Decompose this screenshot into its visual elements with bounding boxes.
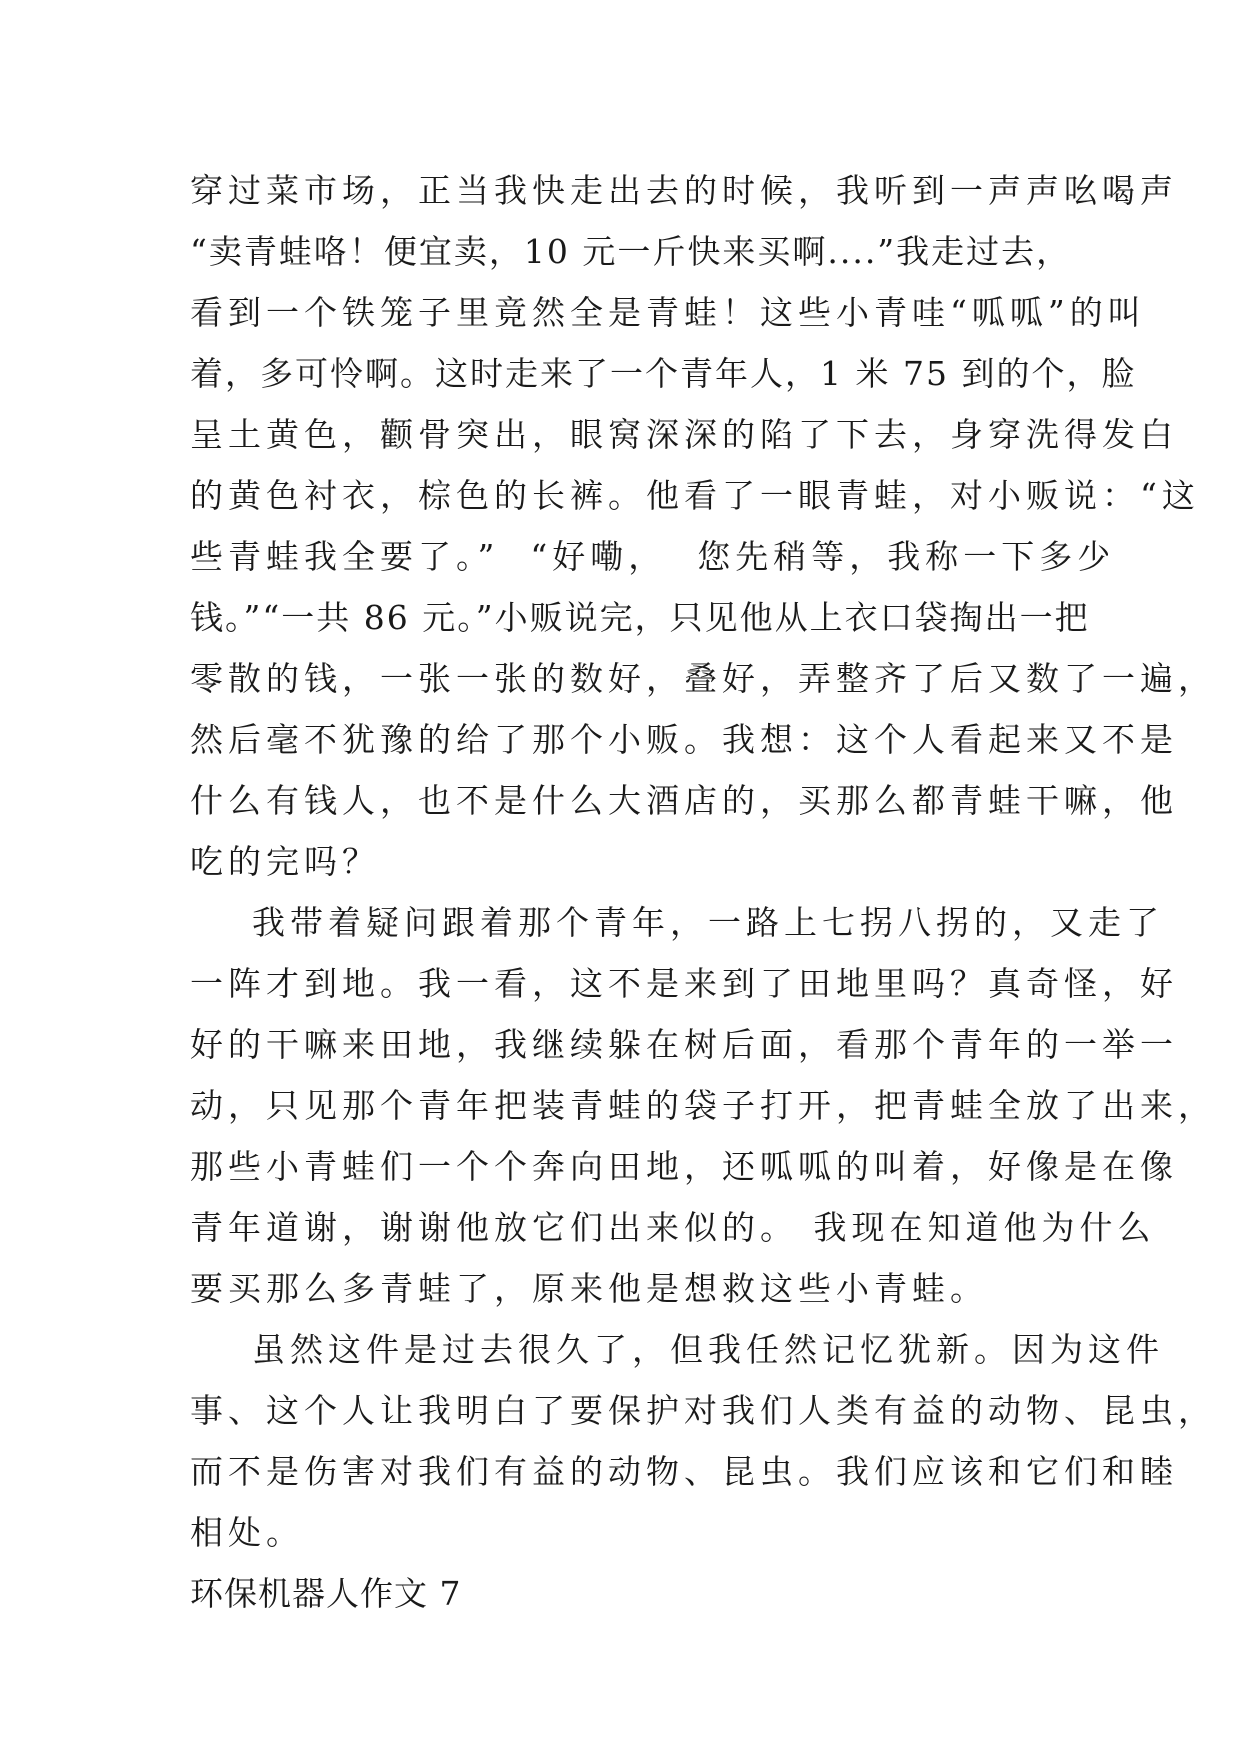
- text-line: 穿过菜市场，正当我快走出去的时候，我听到一声声吆喝声: [190, 171, 1178, 210]
- text-line: 些青蛙我全要了。” “好嘞， 您先稍等，我称一下多少: [190, 537, 1116, 576]
- text-line: 零散的钱，一张一张的数好，叠好，弄整齐了后又数了一遍，: [190, 659, 1216, 698]
- text-line: 而不是伤害对我们有益的动物、昆虫。我们应该和它们和睦: [190, 1452, 1178, 1491]
- text-line: 呈土黄色，颧骨突出，眼窝深深的陷了下去，身穿洗得发白: [190, 415, 1178, 454]
- text-line: 好的干嘛来田地，我继续躲在树后面，看那个青年的一举一: [190, 1025, 1178, 1064]
- text-line: 要买那么多青蛙了，原来他是想救这些小青蛙。: [190, 1269, 988, 1308]
- text-line: 动，只见那个青年把装青蛙的袋子打开，把青蛙全放了出来，: [190, 1086, 1216, 1125]
- text-line: 看到一个铁笼子里竟然全是青蛙！这些小青哇“呱呱”的叫: [190, 293, 1146, 332]
- text-line: 什么有钱人，也不是什么大酒店的，买那么都青蛙干嘛，他: [190, 781, 1178, 820]
- text-line: 然后毫不犹豫的给了那个小贩。我想：这个人看起来又不是: [190, 720, 1178, 759]
- text-line: 事、这个人让我明白了要保护对我们人类有益的动物、昆虫，: [190, 1391, 1216, 1430]
- text-line: 虽然这件是过去很久了，但我任然记忆犹新。因为这件: [190, 1330, 1164, 1369]
- text-line: 着，多可怜啊。这时走来了一个青年人，1 米 75 到的个，脸: [190, 354, 1137, 393]
- text-line: 青年道谢，谢谢他放它们出来似的。 我现在知道他为什么: [190, 1208, 1156, 1247]
- section-heading: 环保机器人作文 7: [190, 1574, 462, 1613]
- text-line: 吃的完吗？: [190, 842, 380, 881]
- text-line: 的黄色衬衣，棕色的长裤。他看了一眼青蛙，对小贩说：“这: [190, 476, 1200, 515]
- text-line: 一阵才到地。我一看，这不是来到了田地里吗？真奇怪，好: [190, 964, 1178, 1003]
- text-line: “卖青蛙咯！便宜卖，10 元一斤快来买啊....”我走过去，: [190, 232, 1072, 271]
- text-line: 钱。”“一共 86 元。”小贩说完，只见他从上衣口袋掏出一把: [190, 598, 1090, 637]
- essay-body: [190, 160, 1216, 1624]
- text-line: 我带着疑问跟着那个青年，一路上七拐八拐的，又走了: [190, 903, 1164, 942]
- text-line: 相处。: [190, 1513, 304, 1552]
- text-line: 那些小青蛙们一个个奔向田地，还呱呱的叫着，好像是在像: [190, 1147, 1178, 1186]
